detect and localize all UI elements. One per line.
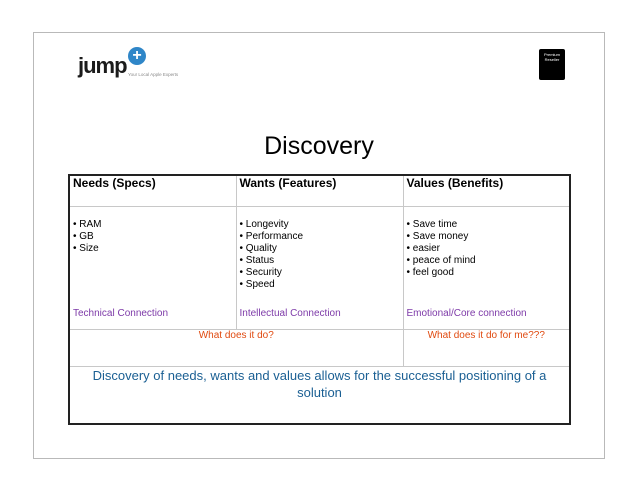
- values-list: [407, 207, 567, 279]
- body-row: [69, 207, 570, 330]
- logo-tagline: Your Local Apple Experts: [128, 72, 179, 77]
- values-cell: [403, 207, 570, 330]
- list-item: • easier: [406, 243, 441, 254]
- list-item: • Save time: [406, 219, 458, 230]
- jump-plus-logo: [78, 47, 218, 83]
- apple-premium-reseller-badge: [539, 49, 565, 80]
- what-does-it-do-for-me-question: What does it do for me???: [403, 330, 570, 367]
- badge-line1: Premium: [543, 52, 560, 57]
- wants-list: [240, 207, 400, 291]
- header-wants: Wants (Features): [236, 175, 403, 207]
- needs-list: [73, 207, 233, 255]
- list-item: • Size: [73, 243, 99, 254]
- list-item: • RAM: [73, 219, 102, 230]
- badge-line2: Reseller: [544, 57, 560, 62]
- header-values: Values (Benefits): [403, 175, 570, 207]
- list-item: • Status: [239, 255, 275, 266]
- slide-title: Discovery: [264, 132, 374, 160]
- question-row: [69, 330, 570, 367]
- header-needs: Needs (Specs): [69, 175, 236, 207]
- needs-cell: [69, 207, 236, 330]
- list-item: • Save money: [406, 231, 469, 242]
- wants-cell: [236, 207, 403, 330]
- list-item: • Longevity: [239, 219, 289, 230]
- what-does-it-do-question: What does it do?: [69, 330, 403, 367]
- list-item: • feel good: [406, 267, 454, 278]
- header-row: [69, 175, 570, 207]
- list-item: • peace of mind: [406, 255, 476, 266]
- intellectual-connection-label: Intellectual Connection: [239, 308, 341, 319]
- slide: [33, 32, 605, 459]
- discovery-table: [68, 174, 571, 425]
- plus-icon: +: [128, 47, 146, 65]
- list-item: • Performance: [239, 231, 304, 242]
- logo-wordmark: jump: [78, 53, 127, 78]
- summary-text: Discovery of needs, wants and values allows for the successful positioning of a solution: [69, 367, 570, 425]
- list-item: • Security: [239, 267, 282, 278]
- list-item: • GB: [73, 231, 94, 242]
- emotional-connection-label: Emotional/Core connection: [406, 308, 527, 319]
- list-item: • Speed: [239, 279, 275, 290]
- summary-row: [69, 367, 570, 425]
- list-item: • Quality: [239, 243, 277, 254]
- technical-connection-label: Technical Connection: [73, 308, 169, 319]
